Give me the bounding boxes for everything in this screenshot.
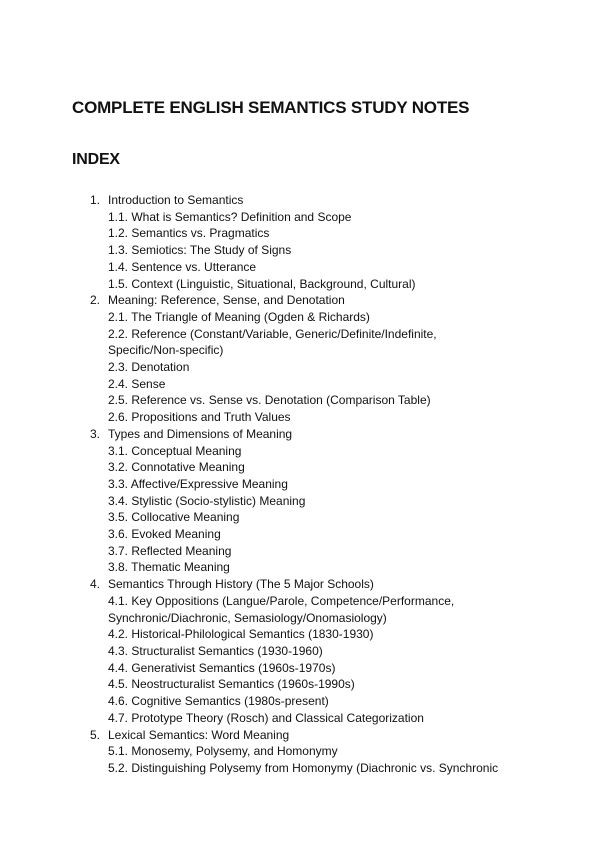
index-section-line [90, 292, 530, 309]
index-subsection-list [90, 443, 530, 577]
index-section-line [90, 727, 530, 744]
index-section-number: 5. [90, 727, 101, 742]
index-section-number: 3. [90, 426, 101, 441]
index-subsection: 3.1. Conceptual Meaning [108, 443, 242, 458]
index-section-label: Semantics Through History (The 5 Major Schools) [108, 577, 374, 592]
index-subsection: 4.5. Neostructuralist Semantics (1960s-1990s) [108, 677, 355, 692]
index-subsection: 3.6. Evoked Meaning [108, 527, 221, 542]
index-subsection: 2.5. Reference vs. Sense vs. Denotation (Comparison Table) [108, 393, 431, 408]
index-subsection: 1.3. Semiotics: The Study of Signs [108, 243, 292, 258]
index-subsection-list [90, 743, 530, 776]
index-section [90, 727, 530, 777]
index-subsection: 1.1. What is Semantics? Definition and Scope [108, 209, 352, 224]
index-subsection: 4.2. Historical-Philological Semantics (1830-1930) [108, 627, 374, 642]
index-subsection-list [90, 309, 530, 426]
index-subsection: 2.1. The Triangle of Meaning (Ogden & Richards) [108, 309, 370, 324]
index-section-number: 1. [90, 193, 101, 207]
index-section [90, 192, 530, 292]
index-section [90, 426, 530, 576]
index-subsection: 2.4. Sense [108, 376, 166, 391]
index-subsection-list [90, 209, 530, 293]
index-subsection: 2.2. Reference (Constant/Variable, Generic/Definite/Indefinite, Specific/Non-specific) [108, 326, 437, 358]
index-section-line [90, 576, 530, 593]
index-section-label: Meaning: Reference, Sense, and Denotation [108, 293, 345, 308]
index-subsection: 3.4. Stylistic (Socio-stylistic) Meaning [108, 493, 306, 508]
index-subsection: 3.3. Affective/Expressive Meaning [108, 476, 288, 491]
index-subsection: 4.3. Structuralist Semantics (1930-1960) [108, 643, 323, 658]
index-subsection: 5.1. Monosemy, Polysemy, and Homonymy [108, 744, 338, 759]
index-section-line [90, 192, 530, 209]
index-section-number: 2. [90, 293, 101, 308]
index-subsection: 2.3. Denotation [108, 360, 190, 375]
index-subsection: 1.4. Sentence vs. Utterance [108, 259, 257, 274]
index-section [90, 576, 530, 726]
index-subsection: 2.6. Propositions and Truth Values [108, 410, 291, 425]
index-heading: INDEX [72, 151, 120, 168]
index-subsection: 4.1. Key Oppositions (Langue/Parole, Competence/Performance, Synchronic/Diachronic, Semasiology/Onomasiology) [108, 593, 455, 625]
index-subsection: 4.7. Prototype Theory (Rosch) and Classical Categorization [108, 710, 424, 725]
document-title: COMPLETE ENGLISH SEMANTICS STUDY NOTES [72, 98, 470, 117]
index-section-label: Types and Dimensions of Meaning [108, 426, 293, 441]
index-section-label: Lexical Semantics: Word Meaning [108, 727, 290, 742]
index-section-line [90, 426, 530, 443]
index-section-number: 4. [90, 577, 101, 592]
index-subsection: 1.2. Semantics vs. Pragmatics [108, 226, 270, 241]
index-subsection: 3.8. Thematic Meaning [108, 560, 230, 575]
index-subsection-list [90, 593, 530, 727]
index-subsection: 4.4. Generativist Semantics (1960s-1970s) [108, 660, 336, 675]
index-subsection: 5.2. Distinguishing Polysemy from Homonymy (Diachronic vs. Synchronic [108, 760, 499, 775]
index-section [90, 292, 530, 426]
index-section-label: Introduction to Semantics [108, 193, 244, 207]
index-subsection: 3.2. Connotative Meaning [108, 460, 245, 475]
index-subsection: 3.7. Reflected Meaning [108, 543, 232, 558]
index-subsection: 3.5. Collocative Meaning [108, 510, 240, 525]
index-list [90, 192, 530, 777]
index-subsection: 4.6. Cognitive Semantics (1980s-present) [108, 694, 329, 709]
index-subsection: 1.5. Context (Linguistic, Situational, Background, Cultural) [108, 276, 416, 291]
